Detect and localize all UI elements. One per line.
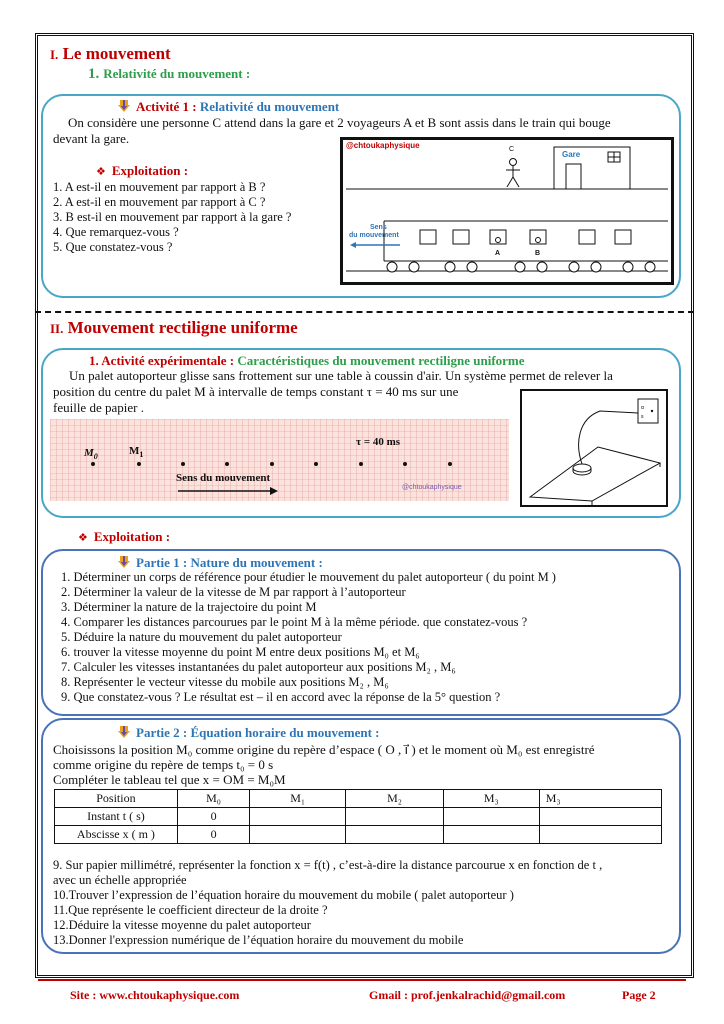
table-cell[interactable]: [539, 808, 661, 826]
activity-1-paragraph-line-1: On considère une personne C attend dans la gare et 2 voyageurs A et B sont assis dans le train qui bouge: [68, 115, 611, 130]
tau-label: τ = 40 ms: [356, 436, 401, 448]
partie-2-intro-line-2: comme origine du repère de temps t₀ = 0 s: [53, 757, 274, 772]
exploitation-2-label: Exploitation :: [93, 529, 171, 544]
svg-text:α: α: [641, 405, 644, 411]
table-cell[interactable]: [539, 826, 661, 844]
list-item: 12.Déduire la vitesse moyenne du palet autoporteur: [53, 918, 311, 932]
partie-2-heading: [118, 725, 380, 741]
footer-rule: [38, 979, 686, 981]
section-2-heading: [50, 318, 298, 338]
table-cell: Instant t ( s): [55, 808, 178, 826]
section-2-title: Mouvement rectiligne uniforme: [67, 318, 298, 337]
partie-1-question-list: [61, 570, 556, 705]
table-cell[interactable]: [346, 808, 444, 826]
m1-label: [129, 445, 143, 459]
list-item: 9. Que constatez-vous ? Le résultat est – il en accord avec la réponse de la 5° question ?: [61, 690, 501, 704]
list-item: 3. B est-il en mouvement par rapport à la gare ?: [53, 210, 292, 224]
table-header-cell: M₂: [346, 790, 444, 808]
table-cell[interactable]: [346, 826, 444, 844]
table-cell: 0: [177, 808, 249, 826]
list-item: 1. Déterminer un corps de référence pour étudier le mouvement du palet autoporteur ( du point M ): [61, 570, 556, 584]
air-table-figure: [520, 389, 668, 507]
train-station-drawing: [340, 137, 674, 285]
m0-letter: M: [84, 447, 94, 459]
diamond-bullet-icon: ❖: [96, 166, 106, 178]
exploitation-1-heading: [96, 163, 188, 180]
activity-2-label: 1. Activité expérimentale :: [89, 353, 235, 368]
table-cell[interactable]: [250, 826, 346, 844]
table-cell[interactable]: [443, 808, 539, 826]
passenger-a-label: A: [495, 250, 501, 257]
direction-label-line-1: Sens: [370, 224, 387, 231]
list-item: 11.Que représente le coefficient directeur de la droite ?: [53, 903, 328, 917]
air-table-drawing: [520, 389, 668, 507]
direction-label-line-2: du mouvement: [349, 232, 399, 239]
exploitation-1-label: Exploitation :: [111, 163, 189, 178]
subsection-1-heading: [88, 65, 250, 83]
page-number: Page 2: [622, 988, 656, 1002]
person-c-label: C: [509, 146, 515, 153]
list-item: 5. Que constatez-vous ?: [53, 240, 173, 254]
activity-1-label: Activité 1 :: [136, 99, 197, 114]
partie-2-intro-line-1: Choisissons la position M₀ comme origine du repère d’espace ( O , i⃗ ) et le moment où M₀ est enregistré: [53, 742, 595, 757]
partie-2-intro-line-3: Compléter le tableau tel que x = OM = M₀M: [53, 772, 286, 787]
table-row: [55, 826, 662, 844]
footer-email-link[interactable]: Gmail : prof.jenkalrachid@gmail.com: [369, 988, 566, 1002]
partie-2-question-list: [53, 858, 602, 948]
list-item: 4. Comparer les distances parcourues par le point M à la même période. que constatez-vous ?: [61, 615, 528, 629]
activity-1-question-list: [53, 180, 291, 255]
section-2-number: II.: [50, 321, 64, 336]
table-cell: Abscisse x ( m ): [55, 826, 178, 844]
section-1-heading: [50, 44, 171, 64]
arrow-down-icon: [118, 726, 130, 738]
m1-subscript: 1: [139, 450, 144, 460]
activity-2-heading: [89, 353, 525, 369]
figure-watermark: @chtoukaphysique: [346, 141, 420, 150]
m1-letter: M: [129, 445, 140, 457]
passenger-b-label: B: [535, 250, 541, 257]
list-item: 5. Déduire la nature du mouvement du palet autoporteur: [61, 630, 342, 644]
arrow-down-icon: [118, 556, 130, 568]
subsection-number: 1.: [88, 66, 100, 82]
partie-1-title: Partie 1 : Nature du mouvement :: [136, 555, 323, 570]
tape-watermark: @chtoukaphysique: [402, 484, 462, 491]
list-item: 1. A est-il en mouvement par rapport à B ?: [53, 180, 266, 194]
table-header-cell: M₃: [539, 790, 661, 808]
list-item: avec un échelle appropriée: [53, 873, 187, 887]
table-header-cell: M₁: [250, 790, 346, 808]
station-label: Gare: [562, 150, 581, 159]
table-cell[interactable]: [443, 826, 539, 844]
m0-subscript: 0: [93, 452, 98, 462]
activity-2-paragraph-line-2: position du centre du palet M à intervalle de temps constant τ = 40 ms sur une: [53, 384, 459, 399]
subsection-title: Relativité du mouvement :: [103, 66, 251, 81]
section-1-title: Le mouvement: [62, 44, 171, 63]
train-station-figure: [340, 137, 674, 285]
table-header-row: [55, 790, 662, 808]
activity-2-title: Caractéristiques du mouvement rectiligne uniforme: [237, 353, 525, 368]
arrow-down-icon: [118, 100, 130, 112]
activity-2-paragraph-line-3: feuille de papier .: [53, 400, 144, 415]
svg-text:s: s: [641, 414, 644, 420]
list-item: 2. Déterminer la valeur de la vitesse de M par rapport à l’autoporteur: [61, 585, 406, 599]
direction-label: Sens du mouvement: [176, 472, 271, 484]
list-item: 8. Représenter le vecteur vitesse du mobile aux positions M₂ , M₆: [61, 675, 389, 689]
table-header-cell: Position: [55, 790, 178, 808]
data-table: [54, 789, 662, 844]
partie-1-heading: [118, 555, 323, 571]
list-item: 4. Que remarquez-vous ?: [53, 225, 179, 239]
list-item: 3. Déterminer la nature de la trajectoire du point M: [61, 600, 317, 614]
table-header-cell: M₀: [177, 790, 249, 808]
list-item: 9. Sur papier millimétré, représenter la fonction x = f(t) , c’est-à-dire la distance parcourue x en fonction de t ,: [53, 858, 603, 872]
list-item: 7. Calculer les vitesses instantanées du palet autoporteur aux positions M₂ , M₆: [61, 660, 456, 674]
list-item: 2. A est-il en mouvement par rapport à C ?: [53, 195, 266, 209]
activity-1-title: Relativité du mouvement: [199, 99, 340, 114]
section-divider: [35, 311, 694, 313]
section-1-number: I.: [50, 47, 59, 62]
footer-site-link[interactable]: Site : www.chtoukaphysique.com: [70, 988, 240, 1002]
list-item: 10.Trouver l’expression de l’équation horaire du mouvement du mobile ( palet autoporteur ): [53, 888, 514, 902]
activity-2-paragraph-line-1: Un palet autoporteur glisse sans frottement sur une table à coussin d'air. Un système permet de relever la: [69, 368, 613, 383]
m0-label: [84, 447, 98, 461]
activity-1-heading: [118, 99, 339, 115]
partie-2-title: Partie 2 : Équation horaire du mouvement :: [136, 725, 380, 740]
diamond-bullet-icon: ❖: [78, 532, 88, 544]
activity-1-paragraph-line-2: devant la gare.: [53, 131, 130, 146]
list-item: 13.Donner l'expression numérique de l’équation horaire du mouvement du mobile: [53, 933, 464, 947]
table-row: [55, 808, 662, 826]
list-item: 6. trouver la vitesse moyenne du point M entre deux positions M₀ et M₆: [61, 645, 420, 659]
exploitation-2-heading: [78, 529, 170, 546]
table-cell[interactable]: [250, 808, 346, 826]
recording-tape-figure: [50, 419, 509, 501]
table-cell: 0: [177, 826, 249, 844]
table-header-cell: M₃: [443, 790, 539, 808]
